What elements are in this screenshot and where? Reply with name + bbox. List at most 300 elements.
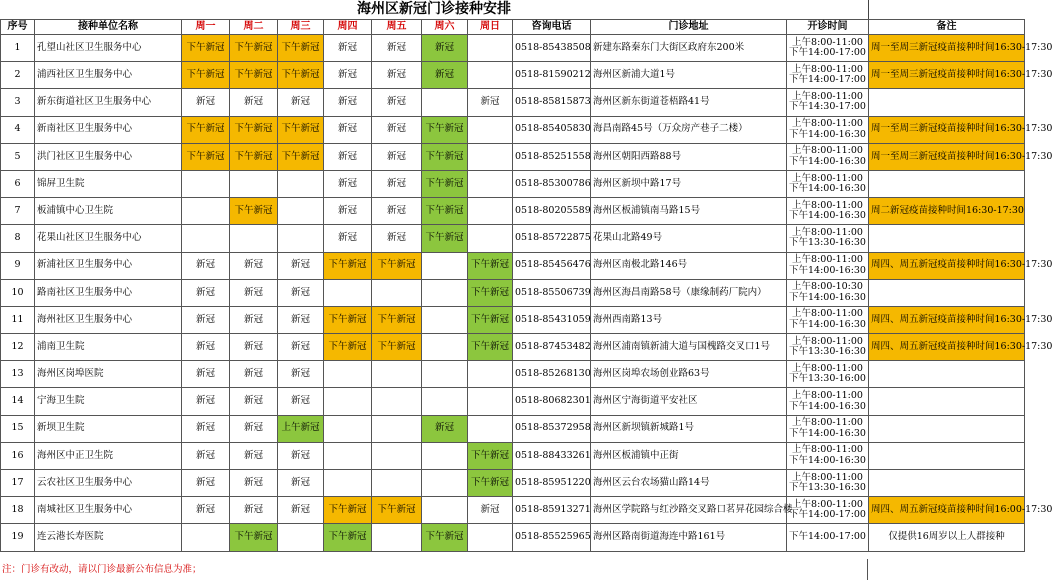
phone-cell: 0518-85722875 [513, 225, 591, 252]
hours-cell [787, 415, 869, 442]
day-cell-mon: 新冠 [182, 89, 230, 116]
table-row [1, 334, 1025, 361]
remarks-cell [869, 470, 1025, 497]
row-number: 5 [1, 143, 35, 170]
clinic-name: 宁海卫生院 [35, 388, 182, 415]
row-number: 12 [1, 334, 35, 361]
hours-line: 下午14:30-17:00 [789, 101, 866, 113]
day-cell-thu: 下午新冠 [324, 306, 372, 333]
hours-line: 下午14:00-17:00 [789, 531, 866, 543]
day-cell-sun [468, 143, 513, 170]
day-cell-sat [422, 470, 468, 497]
footer [0, 559, 1024, 580]
hours-line: 上午8:00-11:00 [792, 335, 863, 347]
day-cell-wed: 新冠 [278, 334, 324, 361]
day-cell-mon: 下午新冠 [182, 143, 230, 170]
day-cell-mon: 下午新冠 [182, 116, 230, 143]
day-cell-fri: 新冠 [372, 170, 422, 197]
day-cell-thu: 新冠 [324, 89, 372, 116]
day-cell-fri [372, 279, 422, 306]
clinic-name: 海州区岗埠医院 [35, 361, 182, 388]
day-cell-tue: 新冠 [230, 306, 278, 333]
day-cell-fri: 新冠 [372, 35, 422, 62]
day-cell-sat [422, 497, 468, 524]
clinic-name: 浦西社区卫生服务中心 [35, 62, 182, 89]
row-number: 6 [1, 170, 35, 197]
hours-cell [787, 361, 869, 388]
day-cell-sat: 下午新冠 [422, 170, 468, 197]
day-cell-mon: 新冠 [182, 361, 230, 388]
day-cell-sun [468, 116, 513, 143]
hours-cell [787, 143, 869, 170]
hours-line: 上午8:00-11:00 [792, 308, 863, 320]
day-cell-sun [468, 170, 513, 197]
day-cell-fri [372, 524, 422, 551]
table-row [1, 470, 1025, 497]
address-cell: 海昌南路45号（万众房产巷子二楼） [591, 116, 787, 143]
clinic-name: 花果山社区卫生服务中心 [35, 225, 182, 252]
address-cell: 海州区板浦镇中正街 [591, 442, 787, 469]
table-row [1, 170, 1025, 197]
hours-line: 上午8:00-11:00 [792, 172, 863, 184]
hours-cell [787, 334, 869, 361]
hours-cell [787, 388, 869, 415]
row-number: 2 [1, 62, 35, 89]
address-cell: 海州区浦南镇新浦大道与国槐路交叉口1号 [591, 334, 787, 361]
hours-cell [787, 442, 869, 469]
day-cell-sat: 下午新冠 [422, 198, 468, 225]
remarks-cell [869, 170, 1025, 197]
hours-line: 下午14:00-17:00 [789, 509, 866, 521]
phone-cell: 0518-85431059 [513, 306, 591, 333]
table-row [1, 524, 1025, 551]
table-row [1, 35, 1025, 62]
day-cell-mon: 下午新冠 [182, 62, 230, 89]
header-fri: 周五 [372, 20, 422, 35]
remarks-cell [869, 89, 1025, 116]
remarks-cell: 周一至周三新冠疫苗接种时间16:30-17:30 [869, 116, 1025, 143]
day-cell-tue: 下午新冠 [230, 198, 278, 225]
day-cell-tue: 新冠 [230, 388, 278, 415]
day-cell-fri [372, 470, 422, 497]
day-cell-thu [324, 388, 372, 415]
clinic-name: 新坝卫生院 [35, 415, 182, 442]
day-cell-sat [422, 442, 468, 469]
table-row [1, 361, 1025, 388]
clinic-name: 海州社区卫生服务中心 [35, 306, 182, 333]
day-cell-fri: 下午新冠 [372, 306, 422, 333]
header-phone: 咨询电话 [513, 20, 591, 35]
hours-line: 上午8:00-11:00 [792, 498, 863, 510]
day-cell-wed: 新冠 [278, 89, 324, 116]
hours-line: 下午14:00-16:30 [789, 400, 866, 412]
day-cell-mon: 下午新冠 [182, 35, 230, 62]
page-title: 海州区新冠门诊接种安排 [357, 1, 511, 17]
day-cell-tue: 新冠 [230, 415, 278, 442]
hours-line: 下午13:30-16:00 [789, 373, 866, 385]
day-cell-wed [278, 198, 324, 225]
day-cell-tue: 新冠 [230, 497, 278, 524]
day-cell-thu [324, 361, 372, 388]
day-cell-sun: 新冠 [468, 497, 513, 524]
day-cell-sun [468, 35, 513, 62]
hours-line: 上午8:00-11:00 [792, 226, 863, 238]
day-cell-sat [422, 306, 468, 333]
row-number: 4 [1, 116, 35, 143]
clinic-name: 板浦镇中心卫生院 [35, 198, 182, 225]
remarks-cell [869, 361, 1025, 388]
address-cell: 海州区板浦镇南马路15号 [591, 198, 787, 225]
day-cell-tue: 新冠 [230, 470, 278, 497]
hours-cell [787, 252, 869, 279]
hours-line: 上午8:00-11:00 [792, 362, 863, 374]
day-cell-sat: 下午新冠 [422, 225, 468, 252]
address-cell: 海州区新坝镇新城路1号 [591, 415, 787, 442]
day-cell-mon: 新冠 [182, 388, 230, 415]
address-cell: 花果山北路49号 [591, 225, 787, 252]
day-cell-fri [372, 388, 422, 415]
day-cell-sun [468, 198, 513, 225]
day-cell-thu: 新冠 [324, 143, 372, 170]
day-cell-mon: 新冠 [182, 279, 230, 306]
day-cell-fri: 新冠 [372, 116, 422, 143]
day-cell-tue: 下午新冠 [230, 524, 278, 551]
day-cell-tue: 新冠 [230, 252, 278, 279]
remarks-cell [869, 279, 1025, 306]
remarks-cell [869, 388, 1025, 415]
row-number: 3 [1, 89, 35, 116]
day-cell-sat [422, 388, 468, 415]
row-number: 9 [1, 252, 35, 279]
day-cell-sat [422, 334, 468, 361]
day-cell-sat: 新冠 [422, 35, 468, 62]
day-cell-sun [468, 361, 513, 388]
hours-line: 下午14:00-16:30 [789, 155, 866, 167]
phone-cell: 0518-85372958 [513, 415, 591, 442]
day-cell-sat: 下午新冠 [422, 143, 468, 170]
table-row [1, 388, 1025, 415]
day-cell-tue: 新冠 [230, 361, 278, 388]
phone-cell: 0518-85506739 [513, 279, 591, 306]
day-cell-sun: 下午新冠 [468, 442, 513, 469]
phone-cell: 0518-85913271 [513, 497, 591, 524]
hours-cell [787, 89, 869, 116]
clinic-name: 孔望山社区卫生服务中心 [35, 35, 182, 62]
header-sat: 周六 [422, 20, 468, 35]
day-cell-wed [278, 170, 324, 197]
address-cell: 海州西南路13号 [591, 306, 787, 333]
phone-cell: 0518-85438508 [513, 35, 591, 62]
phone-cell: 0518-81590212 [513, 62, 591, 89]
remarks-cell: 周一至周三新冠疫苗接种时间16:30-17:30 [869, 143, 1025, 170]
day-cell-mon: 新冠 [182, 497, 230, 524]
day-cell-tue [230, 225, 278, 252]
hours-line: 下午14:00-16:30 [789, 454, 866, 466]
day-cell-wed: 下午新冠 [278, 35, 324, 62]
day-cell-sun [468, 415, 513, 442]
hours-line: 下午13:30-16:30 [789, 482, 866, 494]
day-cell-mon: 新冠 [182, 252, 230, 279]
day-cell-sat [422, 361, 468, 388]
day-cell-wed: 上午新冠 [278, 415, 324, 442]
remarks-cell: 周一至周三新冠疫苗接种时间16:30-17:30 [869, 35, 1025, 62]
day-cell-tue [230, 170, 278, 197]
hours-line: 上午8:00-11:00 [792, 63, 863, 75]
address-cell: 海州区路南街道海连中路161号 [591, 524, 787, 551]
day-cell-sun [468, 524, 513, 551]
day-cell-fri: 新冠 [372, 143, 422, 170]
day-cell-sat: 新冠 [422, 62, 468, 89]
table-row [1, 62, 1025, 89]
phone-cell: 0518-85268130 [513, 361, 591, 388]
day-cell-thu [324, 442, 372, 469]
day-cell-wed: 新冠 [278, 279, 324, 306]
day-cell-tue: 新冠 [230, 89, 278, 116]
phone-cell: 0518-85525965 [513, 524, 591, 551]
row-number: 10 [1, 279, 35, 306]
hours-cell [787, 497, 869, 524]
hours-cell [787, 470, 869, 497]
header-address: 门诊地址 [591, 20, 787, 35]
day-cell-mon [182, 524, 230, 551]
day-cell-wed: 新冠 [278, 470, 324, 497]
header-mon: 周一 [182, 20, 230, 35]
day-cell-wed: 新冠 [278, 388, 324, 415]
row-number: 16 [1, 442, 35, 469]
phone-cell: 0518-85300786 [513, 170, 591, 197]
phone-cell: 0518-85951220 [513, 470, 591, 497]
header-wed: 周三 [278, 20, 324, 35]
table-row [1, 89, 1025, 116]
remarks-cell: 周四、周五新冠疫苗接种时间16:30-17:30 [869, 252, 1025, 279]
hours-line: 上午8:00-11:00 [792, 199, 863, 211]
hours-line: 下午14:00-16:30 [789, 264, 866, 276]
hours-line: 下午14:00-16:30 [789, 291, 866, 303]
day-cell-sun: 新冠 [468, 89, 513, 116]
day-cell-mon: 新冠 [182, 470, 230, 497]
phone-cell: 0518-85456476 [513, 252, 591, 279]
table-row [1, 442, 1025, 469]
day-cell-fri: 下午新冠 [372, 497, 422, 524]
clinic-name: 新南社区卫生服务中心 [35, 116, 182, 143]
day-cell-wed: 新冠 [278, 497, 324, 524]
phone-cell: 0518-88433261 [513, 442, 591, 469]
row-number: 11 [1, 306, 35, 333]
remarks-cell: 周二新冠疫苗接种时间16:30-17:30 [869, 198, 1025, 225]
day-cell-sun [468, 62, 513, 89]
hours-line: 下午14:00-17:00 [789, 74, 866, 86]
hours-line: 上午8:00-11:00 [792, 390, 863, 402]
header-sun: 周日 [468, 20, 513, 35]
hours-line: 上午8:00-11:00 [792, 444, 863, 456]
address-cell: 海州区岗埠农场创业路63号 [591, 361, 787, 388]
day-cell-sat: 新冠 [422, 415, 468, 442]
header-no: 序号 [1, 20, 35, 35]
day-cell-fri: 新冠 [372, 89, 422, 116]
hours-line: 下午14:00-16:30 [789, 183, 866, 195]
hours-cell [787, 225, 869, 252]
table-row [1, 116, 1025, 143]
hours-line: 上午8:00-11:00 [792, 254, 863, 266]
phone-cell: 0518-85815873 [513, 89, 591, 116]
day-cell-fri: 下午新冠 [372, 252, 422, 279]
hours-line: 上午8:00-11:00 [792, 118, 863, 130]
header-name: 接种单位名称 [35, 20, 182, 35]
phone-cell: 0518-85251558 [513, 143, 591, 170]
hours-cell [787, 306, 869, 333]
address-cell: 海州区新坝中路17号 [591, 170, 787, 197]
table-row [1, 279, 1025, 306]
day-cell-mon [182, 170, 230, 197]
day-cell-thu: 下午新冠 [324, 334, 372, 361]
day-cell-tue: 下午新冠 [230, 62, 278, 89]
day-cell-sun: 下午新冠 [468, 470, 513, 497]
footer-note: 注：门诊有改动，请以门诊最新公布信息为准； [0, 559, 868, 580]
hours-line: 上午8:00-11:00 [792, 36, 863, 48]
address-cell: 海州区云台农场猫山路14号 [591, 470, 787, 497]
remarks-cell [869, 225, 1025, 252]
hours-cell [787, 279, 869, 306]
day-cell-sat: 下午新冠 [422, 116, 468, 143]
day-cell-sun [468, 225, 513, 252]
header-tue: 周二 [230, 20, 278, 35]
day-cell-fri: 新冠 [372, 225, 422, 252]
remarks-cell: 周一至周三新冠疫苗接种时间16:30-17:30 [869, 62, 1025, 89]
remarks-cell: 周四、周五新冠疫苗接种时间16:30-17:30 [869, 306, 1025, 333]
table-row [1, 252, 1025, 279]
table-row [1, 306, 1025, 333]
day-cell-thu: 下午新冠 [324, 524, 372, 551]
hours-line: 下午14:00-17:00 [789, 47, 866, 59]
day-cell-thu [324, 415, 372, 442]
clinic-name: 连云港长寿医院 [35, 524, 182, 551]
day-cell-sat [422, 89, 468, 116]
address-cell: 海州区新浦大道1号 [591, 62, 787, 89]
hours-line: 上午8:00-11:00 [792, 471, 863, 483]
row-number: 1 [1, 35, 35, 62]
day-cell-sun: 下午新冠 [468, 306, 513, 333]
table-row [1, 415, 1025, 442]
hours-cell [787, 62, 869, 89]
day-cell-tue: 新冠 [230, 334, 278, 361]
day-cell-wed: 新冠 [278, 361, 324, 388]
title-bar [0, 0, 1024, 19]
day-cell-mon [182, 198, 230, 225]
day-cell-fri: 新冠 [372, 198, 422, 225]
row-number: 19 [1, 524, 35, 551]
day-cell-thu: 下午新冠 [324, 252, 372, 279]
clinic-name: 新东街道社区卫生服务中心 [35, 89, 182, 116]
day-cell-fri [372, 361, 422, 388]
day-cell-sat [422, 252, 468, 279]
day-cell-tue: 下午新冠 [230, 116, 278, 143]
address-cell: 海州区宁海街道平安社区 [591, 388, 787, 415]
day-cell-sun [468, 388, 513, 415]
table-row [1, 225, 1025, 252]
clinic-name: 云农社区卫生服务中心 [35, 470, 182, 497]
address-cell: 海州区新东街道苍梧路41号 [591, 89, 787, 116]
hours-cell [787, 170, 869, 197]
address-cell: 海州区海昌南路58号（康缘制药厂院内） [591, 279, 787, 306]
hours-cell [787, 116, 869, 143]
day-cell-wed: 下午新冠 [278, 116, 324, 143]
row-number: 14 [1, 388, 35, 415]
day-cell-tue: 新冠 [230, 279, 278, 306]
hours-line: 下午13:30-16:30 [789, 237, 866, 249]
address-cell: 海州区南极北路146号 [591, 252, 787, 279]
remarks-cell [869, 415, 1025, 442]
day-cell-thu [324, 470, 372, 497]
phone-cell: 0518-80205589 [513, 198, 591, 225]
row-number: 15 [1, 415, 35, 442]
day-cell-wed: 下午新冠 [278, 143, 324, 170]
remarks-cell: 周四、周五新冠疫苗接种时间16:00-17:30 [869, 497, 1025, 524]
hours-cell [787, 198, 869, 225]
day-cell-thu: 新冠 [324, 198, 372, 225]
day-cell-mon: 新冠 [182, 334, 230, 361]
day-cell-wed: 新冠 [278, 442, 324, 469]
day-cell-fri [372, 415, 422, 442]
row-number: 18 [1, 497, 35, 524]
hours-line: 下午14:00-16:30 [789, 210, 866, 222]
header-hours: 开诊时间 [787, 20, 869, 35]
header-thu: 周四 [324, 20, 372, 35]
row-number: 17 [1, 470, 35, 497]
day-cell-thu: 新冠 [324, 62, 372, 89]
phone-cell: 0518-87453482 [513, 334, 591, 361]
hours-line: 下午14:00-16:30 [789, 128, 866, 140]
day-cell-wed: 新冠 [278, 306, 324, 333]
row-number: 7 [1, 198, 35, 225]
header-row [1, 20, 1025, 35]
hours-cell [787, 524, 869, 551]
day-cell-mon: 新冠 [182, 306, 230, 333]
hours-line: 下午13:30-16:30 [789, 346, 866, 358]
row-number: 8 [1, 225, 35, 252]
day-cell-thu: 新冠 [324, 225, 372, 252]
day-cell-tue: 下午新冠 [230, 35, 278, 62]
day-cell-thu: 新冠 [324, 170, 372, 197]
day-cell-sat: 下午新冠 [422, 524, 468, 551]
clinic-name: 锦屏卫生院 [35, 170, 182, 197]
day-cell-tue: 下午新冠 [230, 143, 278, 170]
remarks-cell: 周四、周五新冠疫苗接种时间16:30-17:30 [869, 334, 1025, 361]
table-row [1, 497, 1025, 524]
table-row [1, 198, 1025, 225]
day-cell-thu: 新冠 [324, 35, 372, 62]
day-cell-wed [278, 225, 324, 252]
title-right-cell [868, 0, 1024, 19]
remarks-cell: 仅提供16周岁以上人群接种 [869, 524, 1025, 551]
hours-line: 下午14:00-16:30 [789, 427, 866, 439]
hours-line: 上午8:00-11:00 [792, 417, 863, 429]
day-cell-mon: 新冠 [182, 415, 230, 442]
hours-line: 下午14:00-16:30 [789, 318, 866, 330]
day-cell-mon: 新冠 [182, 442, 230, 469]
phone-cell: 0518-85405830 [513, 116, 591, 143]
day-cell-fri: 下午新冠 [372, 334, 422, 361]
clinic-name: 洪门社区卫生服务中心 [35, 143, 182, 170]
address-cell: 新建东路秦东门大街区政府东200米 [591, 35, 787, 62]
clinic-name: 新浦社区卫生服务中心 [35, 252, 182, 279]
day-cell-fri [372, 442, 422, 469]
day-cell-thu: 新冠 [324, 116, 372, 143]
day-cell-mon [182, 225, 230, 252]
hours-line: 上午8:00-11:00 [792, 90, 863, 102]
table-body [1, 35, 1052, 552]
table-row [1, 143, 1025, 170]
day-cell-sun: 下午新冠 [468, 334, 513, 361]
